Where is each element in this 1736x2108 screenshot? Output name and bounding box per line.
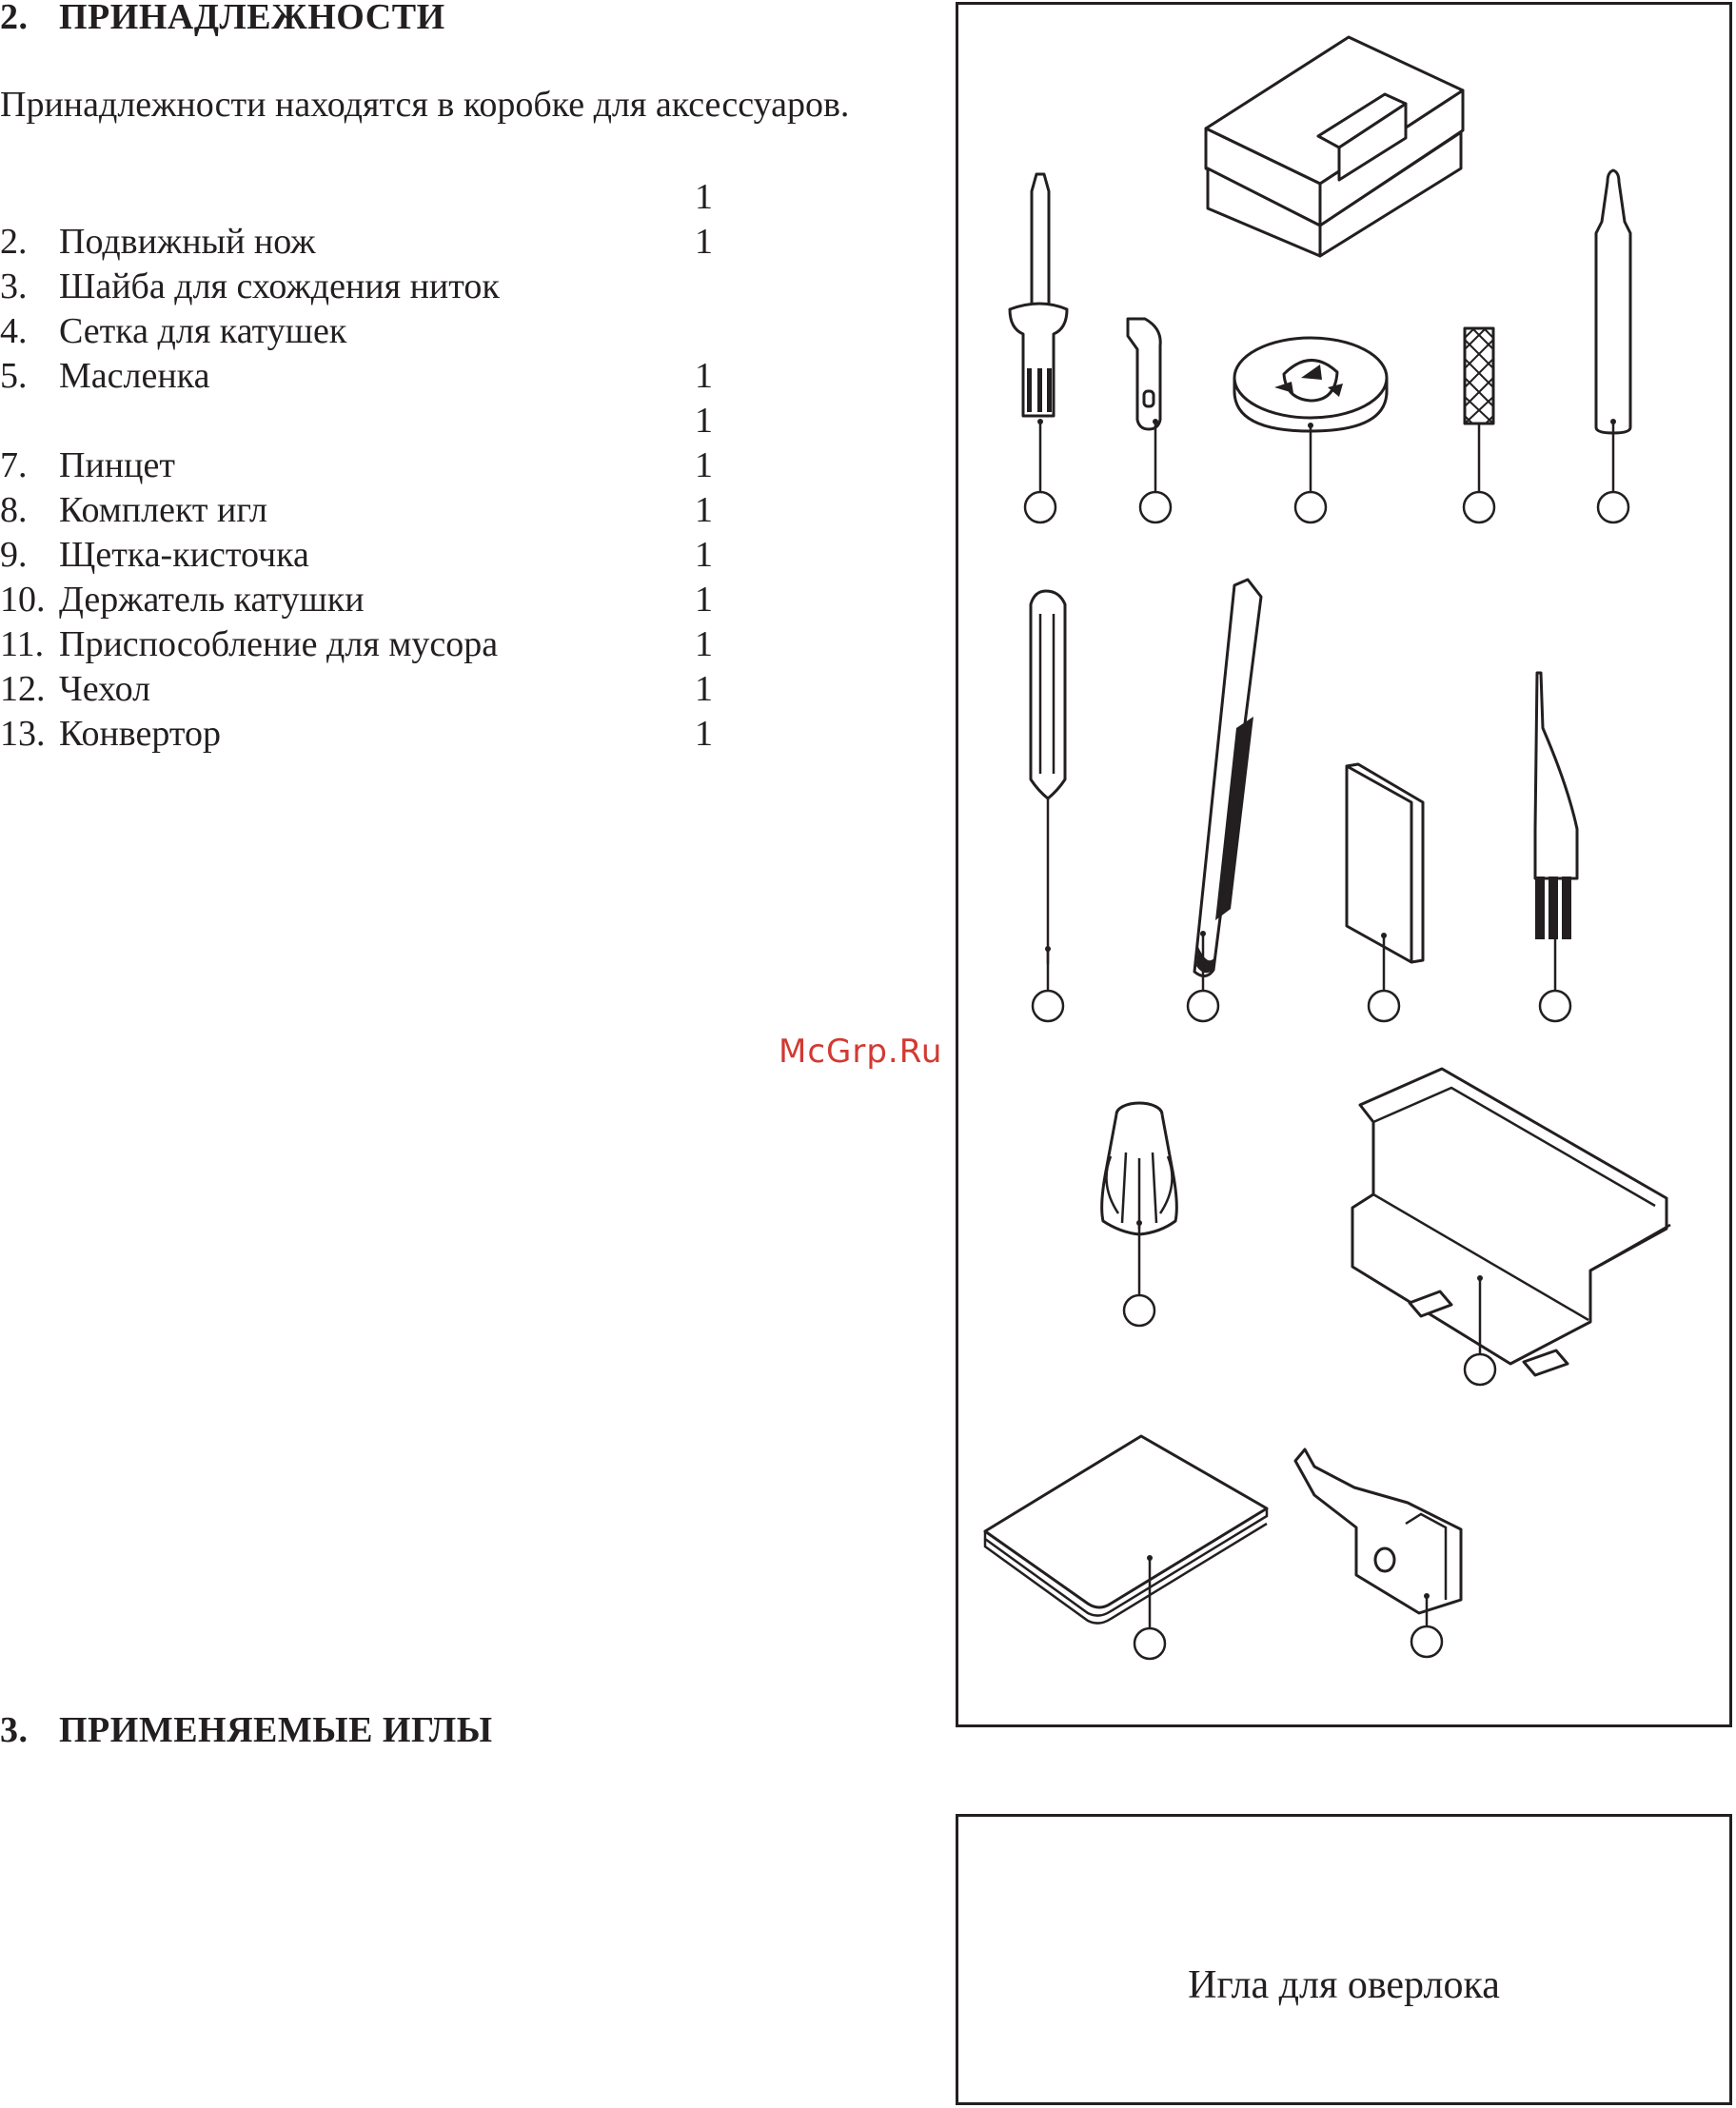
converter-icon [1295, 1449, 1461, 1629]
list-item [0, 667, 723, 712]
item-name: Держатель катушки [59, 580, 365, 620]
needle-panel [956, 1814, 1732, 2105]
needle-set-icon [1347, 764, 1423, 992]
item-qty: 1 [695, 222, 713, 262]
item-number: 4. [0, 311, 28, 351]
item-qty: 1 [695, 401, 713, 441]
item-qty: 1 [695, 356, 713, 396]
needles-heading-title: ПРИМЕНЯЕМЫЕ ИГЛЫ [59, 1710, 493, 1750]
list-item [0, 175, 723, 220]
watermark: McGrp.Ru [779, 1033, 943, 1071]
item-number: 3. [0, 266, 28, 306]
accessories-illustration [958, 5, 1735, 1730]
list-item [0, 622, 723, 667]
list-item [0, 309, 723, 354]
accessory-box-icon [1206, 37, 1463, 256]
item-number: 12. [0, 669, 46, 709]
item-qty: 1 [695, 177, 713, 217]
needle-label: Игла для оверлока [1188, 1963, 1500, 2007]
list-item [0, 354, 723, 399]
list-item [0, 488, 723, 533]
item-name: Чехол [59, 669, 151, 709]
accessories-intro: Принадлежности находятся в коробке для аксессуаров. [0, 85, 850, 125]
item-qty: 1 [695, 445, 713, 485]
item-qty: 1 [695, 714, 713, 754]
item-qty: 1 [695, 490, 713, 530]
cover-icon [985, 1436, 1267, 1629]
item-number: 9. [0, 535, 28, 575]
waste-tray-icon [1352, 1069, 1670, 1375]
tweezers-icon [1194, 580, 1261, 992]
item-name: Пинцет [59, 445, 175, 485]
list-item [0, 399, 723, 443]
item-qty: 1 [695, 580, 713, 620]
brush-icon [1535, 673, 1577, 992]
item-name: Комплект игл [59, 490, 267, 530]
item-name: Подвижный нож [59, 222, 316, 262]
list-item [0, 443, 723, 488]
spool-holder-icon [1102, 1103, 1177, 1296]
item-name: Конвертор [59, 714, 221, 754]
needles-heading [0, 1709, 493, 1751]
item-number: 2. [0, 222, 28, 262]
screwdriver-small-icon [1031, 591, 1065, 992]
item-number: 7. [0, 445, 28, 485]
item-name: Шайба для схождения ниток [59, 266, 500, 306]
item-number: 11. [0, 624, 45, 664]
list-item [0, 533, 723, 578]
list-item [0, 220, 723, 265]
movable-knife-icon [1128, 319, 1160, 493]
list-item [0, 265, 723, 309]
item-qty: 1 [695, 669, 713, 709]
accessories-heading-number: 2. [0, 0, 29, 37]
item-name: Сетка для катушек [59, 311, 347, 351]
item-name: Приспособление для мусора [59, 624, 499, 664]
item-number: 13. [0, 714, 46, 754]
thread-washer-icon [1234, 338, 1387, 493]
list-item [0, 712, 723, 757]
screwdriver-large-icon [1010, 174, 1067, 493]
item-name: Масленка [59, 356, 210, 396]
oiler-icon [1596, 170, 1630, 493]
item-number: 8. [0, 490, 28, 530]
item-number: 5. [0, 356, 28, 396]
item-number: 10. [0, 580, 46, 620]
list-item [0, 578, 723, 622]
spool-net-icon [1465, 328, 1493, 493]
accessories-illustration-panel [956, 2, 1732, 1727]
needles-heading-number: 3. [0, 1710, 29, 1750]
item-name: Щетка-кисточка [59, 535, 309, 575]
accessories-list [0, 175, 723, 757]
accessories-heading-title: ПРИНАДЛЕЖНОСТИ [59, 0, 445, 37]
item-qty: 1 [695, 535, 713, 575]
item-qty: 1 [695, 624, 713, 664]
accessories-heading [0, 0, 445, 38]
